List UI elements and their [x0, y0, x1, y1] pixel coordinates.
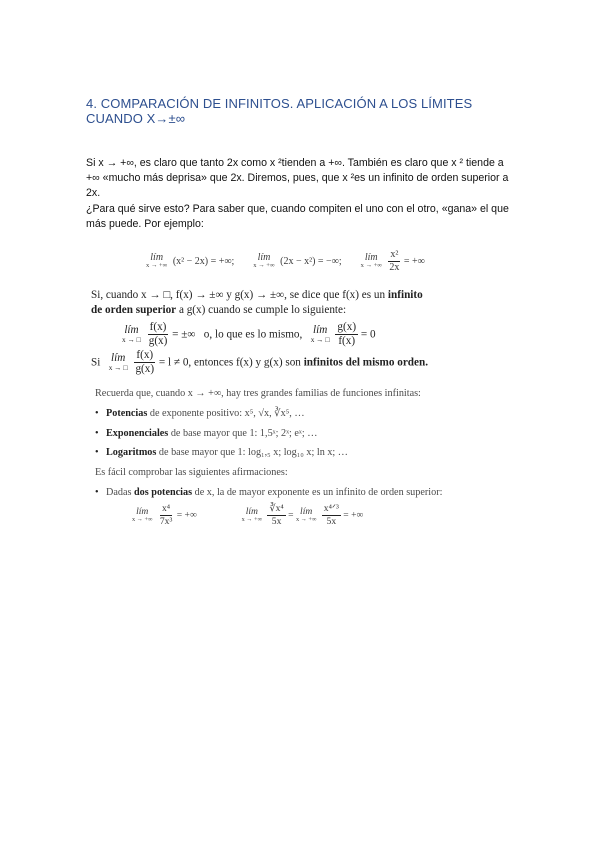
- definition-formula: lím x → □ $\frac{f(x)}{g(x)}$ = ±∞ o, lo que es lo mismo, lím x → □ $\frac{g(x)}{f(x)}$ = 0: [122, 321, 376, 348]
- limit-operator: lím x → □: [310, 324, 330, 344]
- fraction-g-over-f: $\frac{g(x)}{f(x)}$: [337, 321, 357, 348]
- section-heading: [86, 96, 516, 126]
- heading-line-1: 4. COMPARACIÓN DE INFINITOS. APLICACIÓN A LOS LÍMITES: [86, 96, 473, 111]
- easy-check-line: Es fácil comprobar las siguientes afirmaciones:: [95, 467, 288, 478]
- final-limits: lím x → +∞ $\frac{\text{x⁴}}{\text{7x³}}$ = +∞ lím x → +∞ $\frac{\text{∛x⁴}}{5x}$ = lím x → +∞ $\frac{\text{x⁴ᐟ³}}{5x}$ = +∞: [132, 503, 364, 527]
- heading-line-2: CUANDO X→±∞: [86, 111, 186, 126]
- bullet-logaritmos: • Logaritmos de base mayor que 1: log₁,₅ x; log₁₀ x; ln x; …: [95, 447, 348, 458]
- example-1: (x² − 2x) = +∞;: [172, 255, 235, 267]
- limit-operator: lím x → +∞: [360, 252, 382, 270]
- intro-text: [86, 156, 516, 232]
- fraction: $\frac{\text{x²}}{2x}$: [389, 249, 400, 273]
- limit-operator: lím x → +∞: [146, 252, 168, 270]
- limit-operator: lím x → +∞: [253, 252, 275, 270]
- bullet-dos-potencias: • Dadas dos potencias de x, la de mayor exponente es un infinito de orden superior:: [95, 487, 443, 498]
- limit-operator: lím x → +∞: [295, 506, 317, 523]
- limit-operator: lím x → □: [108, 352, 128, 372]
- fraction-cuberoot-x4-over-5x: $\frac{\text{∛x⁴}}{5x}$: [269, 503, 284, 527]
- fraction-f-over-g: $\frac{f(x)}{g(x)}$: [148, 321, 168, 348]
- fraction-x43-over-5x: $\frac{\text{x⁴ᐟ³}}{5x}$: [323, 503, 339, 527]
- intro-paragraph-2: ¿Para qué sirve esto? Para saber que, cuando compiten el uno con el otro, «gana» el que más puede. Por ejemplo:: [86, 202, 509, 230]
- fraction-f-over-g: $\frac{f(x)}{g(x)}$: [135, 349, 155, 376]
- example-limits: [146, 250, 425, 273]
- definition-intro: Si, cuando x → □, f(x) → ±∞ y g(x) → ±∞, se dice que f(x) es un infinito de orden superior a g(x) cuando se cumple lo siguiente:: [91, 289, 423, 316]
- example-2: (2x − x²) = −∞;: [280, 255, 342, 267]
- same-order-statement: Si lím x → □ $\frac{f(x)}{g(x)}$ = l ≠ 0, entonces f(x) y g(x) son infinitos del mismo orden.: [91, 349, 429, 376]
- fraction-x4-over-7x3: $\frac{\text{x⁴}}{\text{7x³}}$: [159, 503, 173, 527]
- recall-line: Recuerda que, cuando x → +∞, hay tres grandes familias de funciones infinitas:: [95, 388, 421, 399]
- limit-operator: lím x → +∞: [132, 506, 153, 523]
- limit-operator: lím x → □: [122, 324, 141, 344]
- limit-operator: lím x → +∞: [241, 506, 263, 523]
- bullet-potencias: • Potencias de exponente positivo: x⁵, √x, ∛x⁵, …: [95, 408, 305, 419]
- bullet-exponenciales: • Exponenciales de base mayor que 1: 1,5ˣ; 2ˣ; eˣ; …: [95, 428, 318, 439]
- example-3-tail: = +∞: [403, 255, 425, 267]
- intro-paragraph-1: Si x → +∞, es claro que tanto 2x como x ²tienden a +∞. También es claro que x ² tiende a +∞ «mucho más deprisa» que 2x. Diremos, pues, que x ²es un infinito de orden superior a 2x.: [86, 157, 509, 200]
